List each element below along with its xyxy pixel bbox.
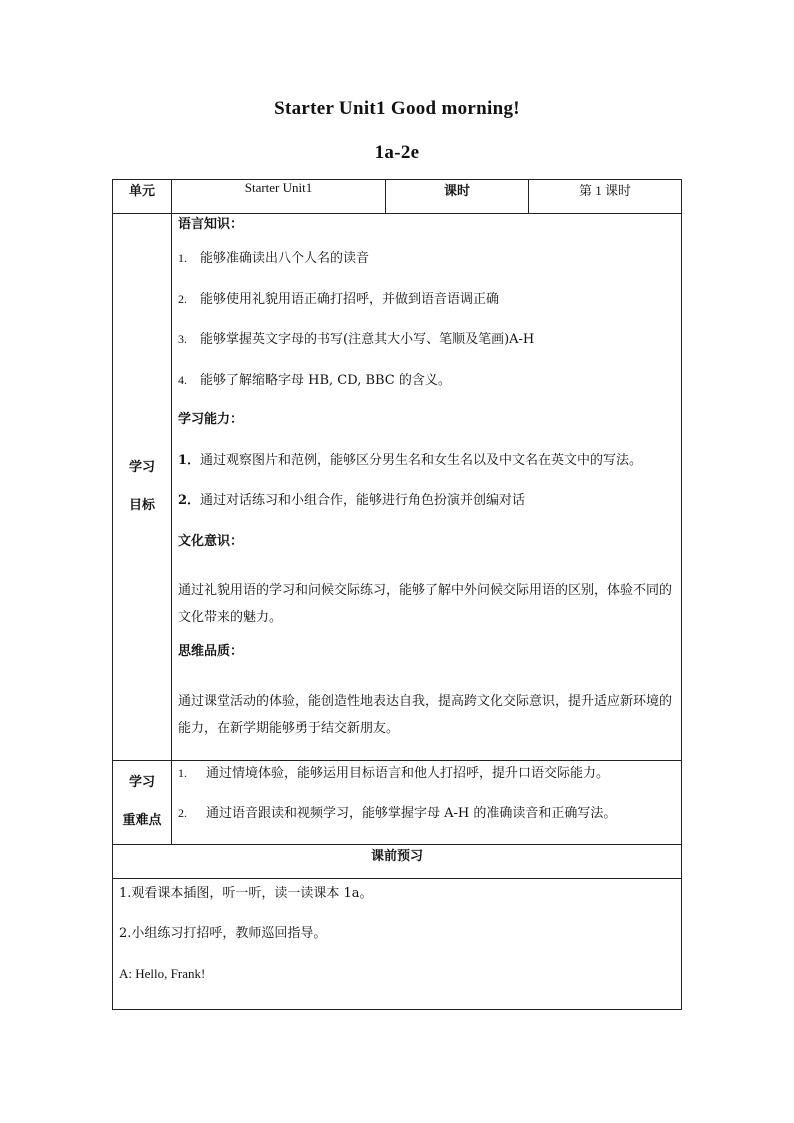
key-points-label-line1: 学习 xyxy=(128,775,155,790)
language-heading: 语言知识： xyxy=(178,217,244,232)
unit-value: Starter Unit1 xyxy=(172,180,386,214)
preview-line: 2.小组练习打招呼，教师巡回指导。 xyxy=(119,925,327,941)
ability-item-text: 通过观察图片和范例，能够区分男生名和女生名以及中文名在英文中的写法。 xyxy=(200,452,643,468)
ability-heading: 学习能力： xyxy=(178,412,244,427)
period-label: 课时 xyxy=(386,180,529,214)
ability-item-num: 2． xyxy=(178,493,201,508)
key-point-num: 1. xyxy=(178,765,187,780)
goals-row xyxy=(113,214,682,761)
goals-label-line2: 目标 xyxy=(128,497,155,513)
culture-heading: 文化意识： xyxy=(178,533,244,549)
language-item xyxy=(178,369,675,410)
language-item-num: 3. xyxy=(178,332,187,346)
language-item xyxy=(178,288,675,329)
period-value: 第 1 课时 xyxy=(529,180,682,214)
key-points-label xyxy=(113,760,172,844)
preview-content xyxy=(113,878,682,1009)
language-item-text: 能够了解缩略字母 HB, CD, BBC 的含义。 xyxy=(200,372,451,388)
thinking-text: 通过课堂活动的体验，能创造性地表达自我，提高跨文化交际意识，提升适应新环境的能力，在新学期能够勇于结交新朋友。 xyxy=(178,693,673,736)
language-item-num: 2. xyxy=(178,291,187,306)
ability-item xyxy=(178,490,675,531)
ability-item-num: 1． xyxy=(178,452,201,468)
unit-label: 单元 xyxy=(113,180,172,214)
key-point-text: 通过情境体验，能够运用目标语言和他人打招呼，提升口语交际能力。 xyxy=(206,765,610,781)
document-title: Starter Unit1 Good morning! xyxy=(274,98,520,119)
goals-label-line1: 学习 xyxy=(128,459,155,475)
ability-item xyxy=(178,450,675,491)
lesson-plan-table xyxy=(112,179,682,1010)
preview-header-row xyxy=(113,844,682,878)
key-point-item xyxy=(178,761,675,801)
key-points-label-line2: 重难点 xyxy=(122,813,162,828)
language-item xyxy=(178,247,675,288)
culture-text: 通过礼貌用语的学习和问候交际练习，能够了解中外问候交际用语的区别，体验不同的文化带来的魅力。 xyxy=(178,583,673,625)
preview-row xyxy=(113,878,682,1009)
preview-line: 1.观看课本插图，听一听，读一读课本 1a。 xyxy=(119,885,373,901)
goals-content xyxy=(172,214,682,761)
language-item-text: 能够掌握英文字母的书写(注意其大小写、笔顺及笔画)A-H xyxy=(200,332,535,347)
preview-heading: 课前预习 xyxy=(113,844,682,878)
header-row xyxy=(113,180,682,214)
language-item-num: 1. xyxy=(178,251,187,265)
language-item-num: 4. xyxy=(178,372,187,387)
ability-item-text: 通过对话练习和小组合作，能够进行角色扮演并创编对话 xyxy=(200,493,526,508)
key-points-row xyxy=(113,760,682,844)
language-item-text: 能够准确读出八个人名的读音 xyxy=(200,251,370,266)
thinking-heading: 思维品质： xyxy=(178,644,244,659)
preview-line: A: Hello, Frank! xyxy=(119,965,206,981)
key-point-num: 2. xyxy=(178,805,187,820)
key-point-item xyxy=(178,801,675,841)
document-subtitle: 1a-2e xyxy=(374,142,420,163)
language-item-text: 能够使用礼貌用语正确打招呼，并做到语音语调正确 xyxy=(200,291,500,307)
key-point-text: 通过语音跟读和视频学习，能够掌握字母 A-H 的准确读音和正确写法。 xyxy=(206,805,617,821)
goals-label xyxy=(113,214,172,761)
language-item xyxy=(178,328,675,369)
key-points-content xyxy=(172,760,682,844)
